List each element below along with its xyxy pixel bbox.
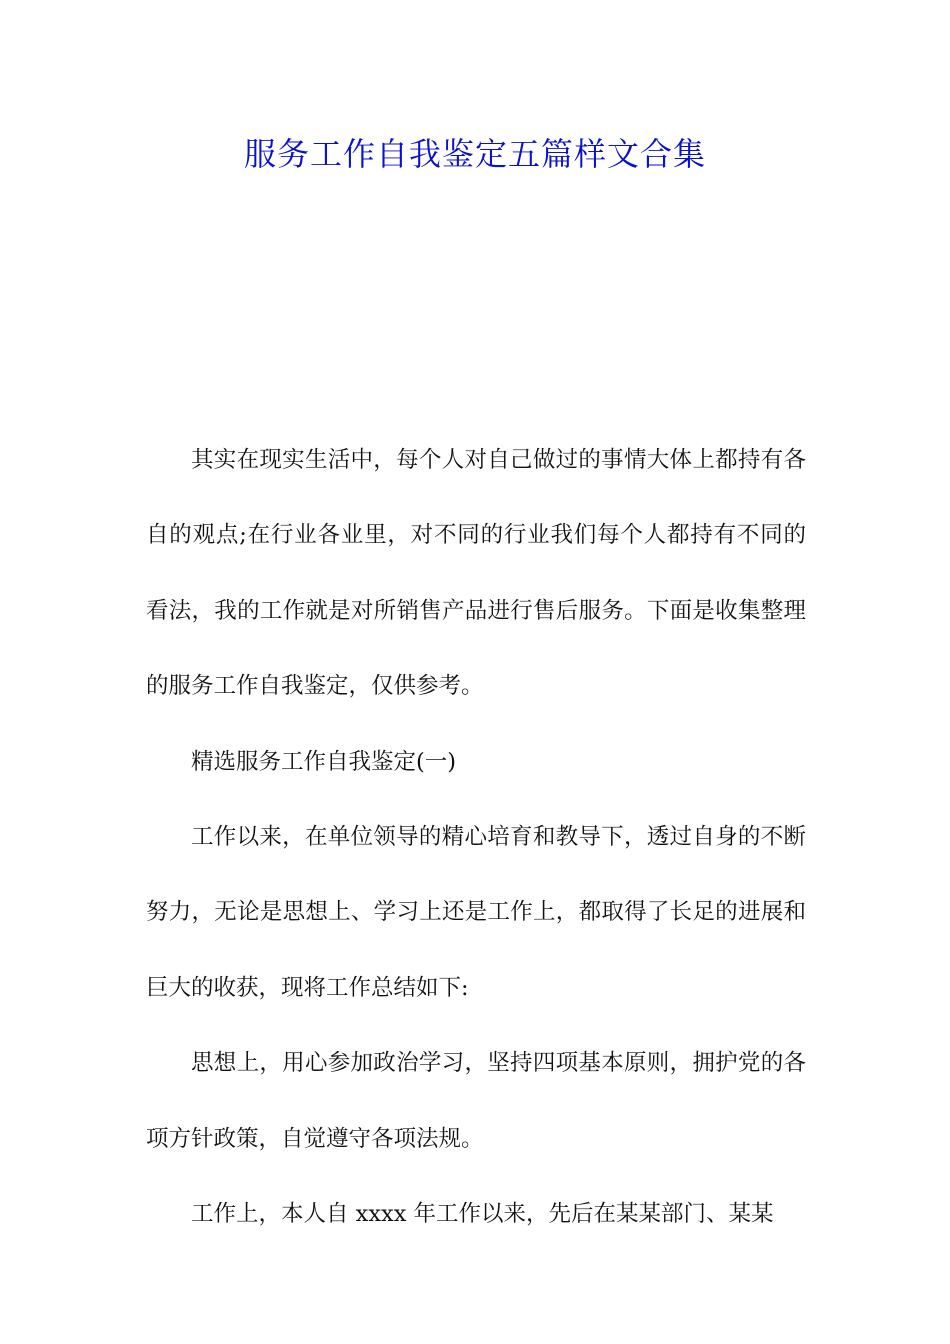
document-title: 服务工作自我鉴定五篇样文合集	[243, 135, 706, 173]
paragraph-work-summary: 工作以来，在单位领导的精心培育和教导下，透过自身的不断努力，无论是思想上、学习上还是工作上，都取得了长足的进展和巨大的收获，现将工作总结如下:	[146, 824, 806, 1001]
paragraph-intro: 其实在现实生活中，每个人对自己做过的事情大体上都持有各自的观点;在行业各业里，对不同的行业我们每个人都持有不同的看法，我的工作就是对所销售产品进行售后服务。下面是收集整理的服务工作自我鉴定，仅供参考。	[146, 447, 806, 700]
paragraph-work: 工作上，本人自 xxxx 年工作以来，先后在某某部门、某某	[191, 1201, 774, 1228]
paragraph-thought: 思想上，用心参加政治学习，坚持四项基本原则，拥护党的各项方针政策，自觉遵守各项法规。	[146, 1050, 806, 1152]
document-body	[146, 423, 806, 1252]
section-heading-1: 精选服务工作自我鉴定(一)	[191, 748, 457, 775]
